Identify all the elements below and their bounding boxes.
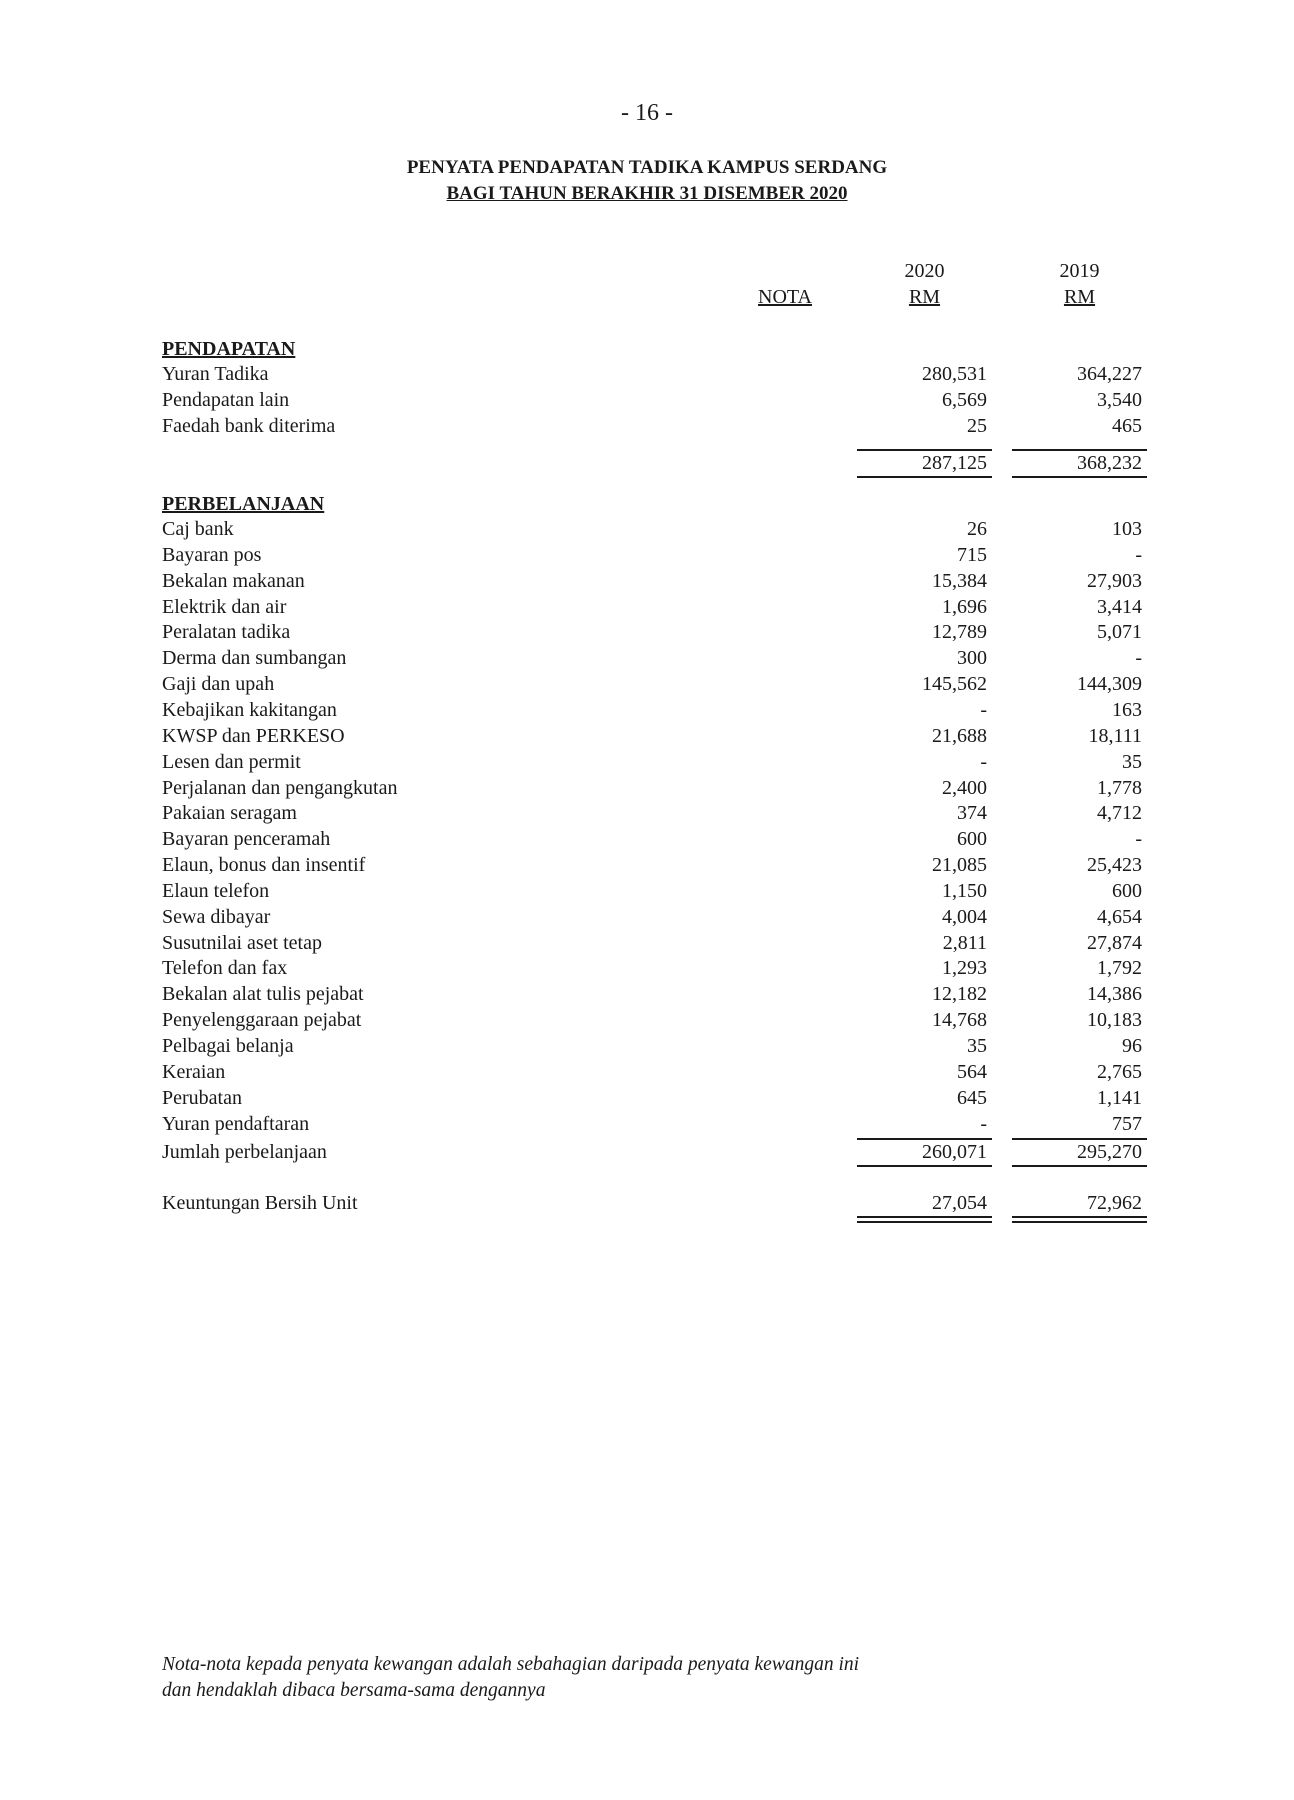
expense-row-value-2019: 1,778	[1097, 776, 1142, 799]
expense-row-value-2020: 2,400	[942, 776, 987, 799]
expense-row-value-2019: 27,874	[1087, 931, 1142, 954]
expense-total-row	[162, 1141, 1147, 1167]
expense-row	[162, 906, 1147, 932]
expense-row	[162, 1113, 1147, 1139]
currency-2020-label: RM	[908, 286, 941, 308]
expense-row-value-2020: -	[980, 750, 987, 773]
column-header-year-2019	[1012, 260, 1147, 283]
expense-row-value-2019: 25,423	[1087, 854, 1142, 877]
expense-row-label: Pakaian seragam	[162, 802, 297, 825]
expense-row-label: Bekalan makanan	[162, 569, 305, 592]
expense-row-label: Gaji dan upah	[162, 673, 275, 696]
expense-row	[162, 1087, 1147, 1113]
expense-row-label: Keraian	[162, 1060, 226, 1083]
expense-row-value-2020: 12,789	[932, 621, 987, 644]
expense-row-label: Elaun telefon	[162, 879, 270, 902]
income-total-row	[162, 452, 1147, 478]
expense-row-label: Elektrik dan air	[162, 595, 287, 618]
expense-row-value-2019: 757	[1112, 1112, 1142, 1135]
footnote	[162, 1652, 859, 1704]
expense-row-label: Lesen dan permit	[162, 750, 301, 773]
expense-total-2019: 295,270	[1077, 1141, 1142, 1163]
expense-row-label: Bayaran penceramah	[162, 828, 331, 851]
expense-row	[162, 518, 1147, 544]
expense-row-value-2019: 10,183	[1087, 1009, 1142, 1032]
expense-row-label: Penyelenggaraan pejabat	[162, 1009, 362, 1032]
expense-row	[162, 957, 1147, 983]
expense-total-rule-2019	[1012, 1165, 1147, 1167]
income-row-value-2019: 3,540	[1097, 389, 1142, 411]
expense-row-value-2020: 4,004	[942, 905, 987, 928]
income-row-value-2020: 280,531	[922, 363, 987, 385]
expense-row-label: Caj bank	[162, 518, 234, 540]
income-row-label: Yuran Tadika	[162, 363, 269, 385]
expense-row-value-2019: 163	[1112, 698, 1142, 721]
expense-row-value-2019: 1,792	[1097, 957, 1142, 980]
expense-row	[162, 751, 1147, 777]
expense-row-value-2020: -	[980, 698, 987, 721]
expense-row	[162, 932, 1147, 958]
expense-row-label: Peralatan tadika	[162, 621, 291, 644]
expense-row-value-2020: 1,150	[942, 879, 987, 902]
expense-subtotal-rule-2019	[1012, 1138, 1147, 1140]
income-row-value-2019: 364,227	[1077, 363, 1142, 385]
expense-row-value-2020: 374	[957, 802, 987, 825]
expense-row-label: Pelbagai belanja	[162, 1035, 294, 1057]
expense-row-value-2019: 27,903	[1087, 569, 1142, 592]
double-rule-2020-top	[857, 1216, 992, 1218]
expense-row-value-2020: 2,811	[942, 931, 987, 954]
expense-row-label: Elaun, bonus dan insentif	[162, 854, 366, 877]
expense-row	[162, 828, 1147, 854]
expense-row	[162, 596, 1147, 622]
expense-row	[162, 647, 1147, 673]
expense-row-value-2019: -	[1135, 647, 1142, 670]
income-total-2019: 368,232	[1077, 452, 1142, 474]
double-rule-2020-bottom	[857, 1221, 992, 1223]
expense-row-value-2020: 21,688	[932, 724, 987, 747]
double-rule-2019-bottom	[1012, 1221, 1147, 1223]
expense-row-value-2020: 26	[967, 518, 987, 540]
double-rule-2019-top	[1012, 1216, 1147, 1218]
expense-total-rule-2020	[857, 1165, 992, 1167]
expense-row-label: Perubatan	[162, 1086, 242, 1109]
net-profit-2019: 72,962	[1087, 1192, 1142, 1214]
expense-row-label: Kebajikan kakitangan	[162, 698, 337, 721]
expense-row-label: Telefon dan fax	[162, 957, 288, 980]
expense-row-value-2019: 3,414	[1097, 595, 1142, 618]
expense-row	[162, 777, 1147, 803]
expense-row-value-2019: 103	[1112, 518, 1142, 540]
expense-row-value-2020: 1,696	[942, 595, 987, 618]
expense-row-label: Sewa dibayar	[162, 905, 271, 928]
expense-row-value-2019: 4,654	[1097, 905, 1142, 928]
expense-row	[162, 699, 1147, 725]
expense-row-value-2019: 18,111	[1088, 724, 1142, 747]
expense-row	[162, 1061, 1147, 1087]
footnote-line-1: Nota-nota kepada penyata kewangan adalah sebahagian daripada penyata kewangan ini	[162, 1654, 860, 1675]
income-row-value-2020: 6,569	[942, 389, 987, 411]
expense-row	[162, 544, 1147, 570]
expense-row	[162, 621, 1147, 647]
income-row	[162, 415, 1147, 441]
expense-row-value-2019: 35	[1122, 750, 1142, 773]
expense-total-label: Jumlah perbelanjaan	[162, 1141, 327, 1163]
income-row-value-2019: 465	[1112, 415, 1142, 437]
page-number: - 16 -	[621, 100, 673, 126]
expense-row-value-2020: 600	[957, 828, 987, 851]
year-2020-label: 2020	[904, 260, 945, 282]
expense-row-value-2019: 1,141	[1097, 1086, 1142, 1109]
currency-2019-label: RM	[1063, 286, 1096, 308]
expense-total-2020: 260,071	[922, 1141, 987, 1163]
expense-row-label: Bekalan alat tulis pejabat	[162, 983, 364, 1006]
subtotal-rule-2019	[1012, 449, 1147, 451]
expense-row	[162, 1035, 1147, 1061]
expense-row-value-2020: 145,562	[922, 673, 987, 696]
expense-row	[162, 802, 1147, 828]
expense-row-value-2020: 564	[957, 1060, 987, 1083]
section-heading-expenses: PERBELANJAAN	[162, 493, 325, 515]
statement-title: PENYATA PENDAPATAN TADIKA KAMPUS SERDANG	[406, 157, 888, 178]
expense-row-label: Perjalanan dan pengangkutan	[162, 776, 398, 799]
footnote-line-2: dan hendaklah dibaca bersama-sama dengannya	[162, 1680, 546, 1701]
income-row	[162, 389, 1147, 415]
expense-row-value-2019: 5,071	[1097, 621, 1142, 644]
income-row-label: Faedah bank diterima	[162, 415, 336, 437]
expense-row	[162, 673, 1147, 699]
expense-row-value-2020: 21,085	[932, 854, 987, 877]
expense-row-value-2019: 2,765	[1097, 1060, 1142, 1083]
expense-row-value-2019: 4,712	[1097, 802, 1142, 825]
expense-row-value-2019: 14,386	[1087, 983, 1142, 1006]
expense-row-value-2020: 645	[957, 1086, 987, 1109]
expense-row-value-2020: 12,182	[932, 983, 987, 1006]
expense-row-value-2019: -	[1135, 828, 1142, 851]
total-rule-2019	[1012, 476, 1147, 478]
statement-period: BAGI TAHUN BERAKHIR 31 DISEMBER 2020	[446, 183, 848, 204]
column-header-currency-2020	[857, 286, 992, 309]
expense-row	[162, 1009, 1147, 1035]
expense-row	[162, 854, 1147, 880]
subtotal-rule-2020	[857, 449, 992, 451]
year-2019-label: 2019	[1059, 260, 1100, 282]
expense-row-value-2019: 600	[1112, 879, 1142, 902]
expense-row-label: KWSP dan PERKESO	[162, 724, 345, 747]
expense-row	[162, 880, 1147, 906]
expense-row	[162, 570, 1147, 596]
expense-row-value-2020: 14,768	[932, 1009, 987, 1032]
section-heading-income: PENDAPATAN	[162, 338, 296, 360]
expense-row-label: Derma dan sumbangan	[162, 647, 347, 670]
column-header-nota: NOTA	[758, 286, 812, 308]
expense-row-label: Susutnilai aset tetap	[162, 931, 322, 954]
expense-row	[162, 983, 1147, 1009]
expense-row-value-2020: -	[980, 1112, 987, 1135]
expense-row-value-2020: 35	[967, 1035, 987, 1057]
expense-row-value-2019: -	[1135, 543, 1142, 566]
column-header-currency-2019	[1012, 286, 1147, 309]
net-profit-row	[162, 1192, 1147, 1218]
expense-row-value-2020: 1,293	[942, 957, 987, 980]
income-row	[162, 363, 1147, 389]
income-row-label: Pendapatan lain	[162, 389, 290, 411]
expense-subtotal-rule-2020	[857, 1138, 992, 1140]
expense-row-value-2020: 300	[957, 647, 987, 670]
expense-row-value-2019: 96	[1122, 1035, 1142, 1057]
expense-row-value-2020: 15,384	[932, 569, 987, 592]
net-profit-label: Keuntungan Bersih Unit	[162, 1192, 358, 1214]
total-rule-2020	[857, 476, 992, 478]
expense-row-value-2020: 715	[957, 543, 987, 566]
expense-row-value-2019: 144,309	[1077, 673, 1142, 696]
income-row-value-2020: 25	[967, 415, 987, 437]
expense-row-label: Yuran pendaftaran	[162, 1112, 310, 1135]
column-header-year-2020	[857, 260, 992, 283]
expense-row	[162, 725, 1147, 751]
income-total-2020: 287,125	[922, 452, 987, 474]
net-profit-2020: 27,054	[932, 1192, 987, 1214]
expense-row-label: Bayaran pos	[162, 543, 262, 566]
